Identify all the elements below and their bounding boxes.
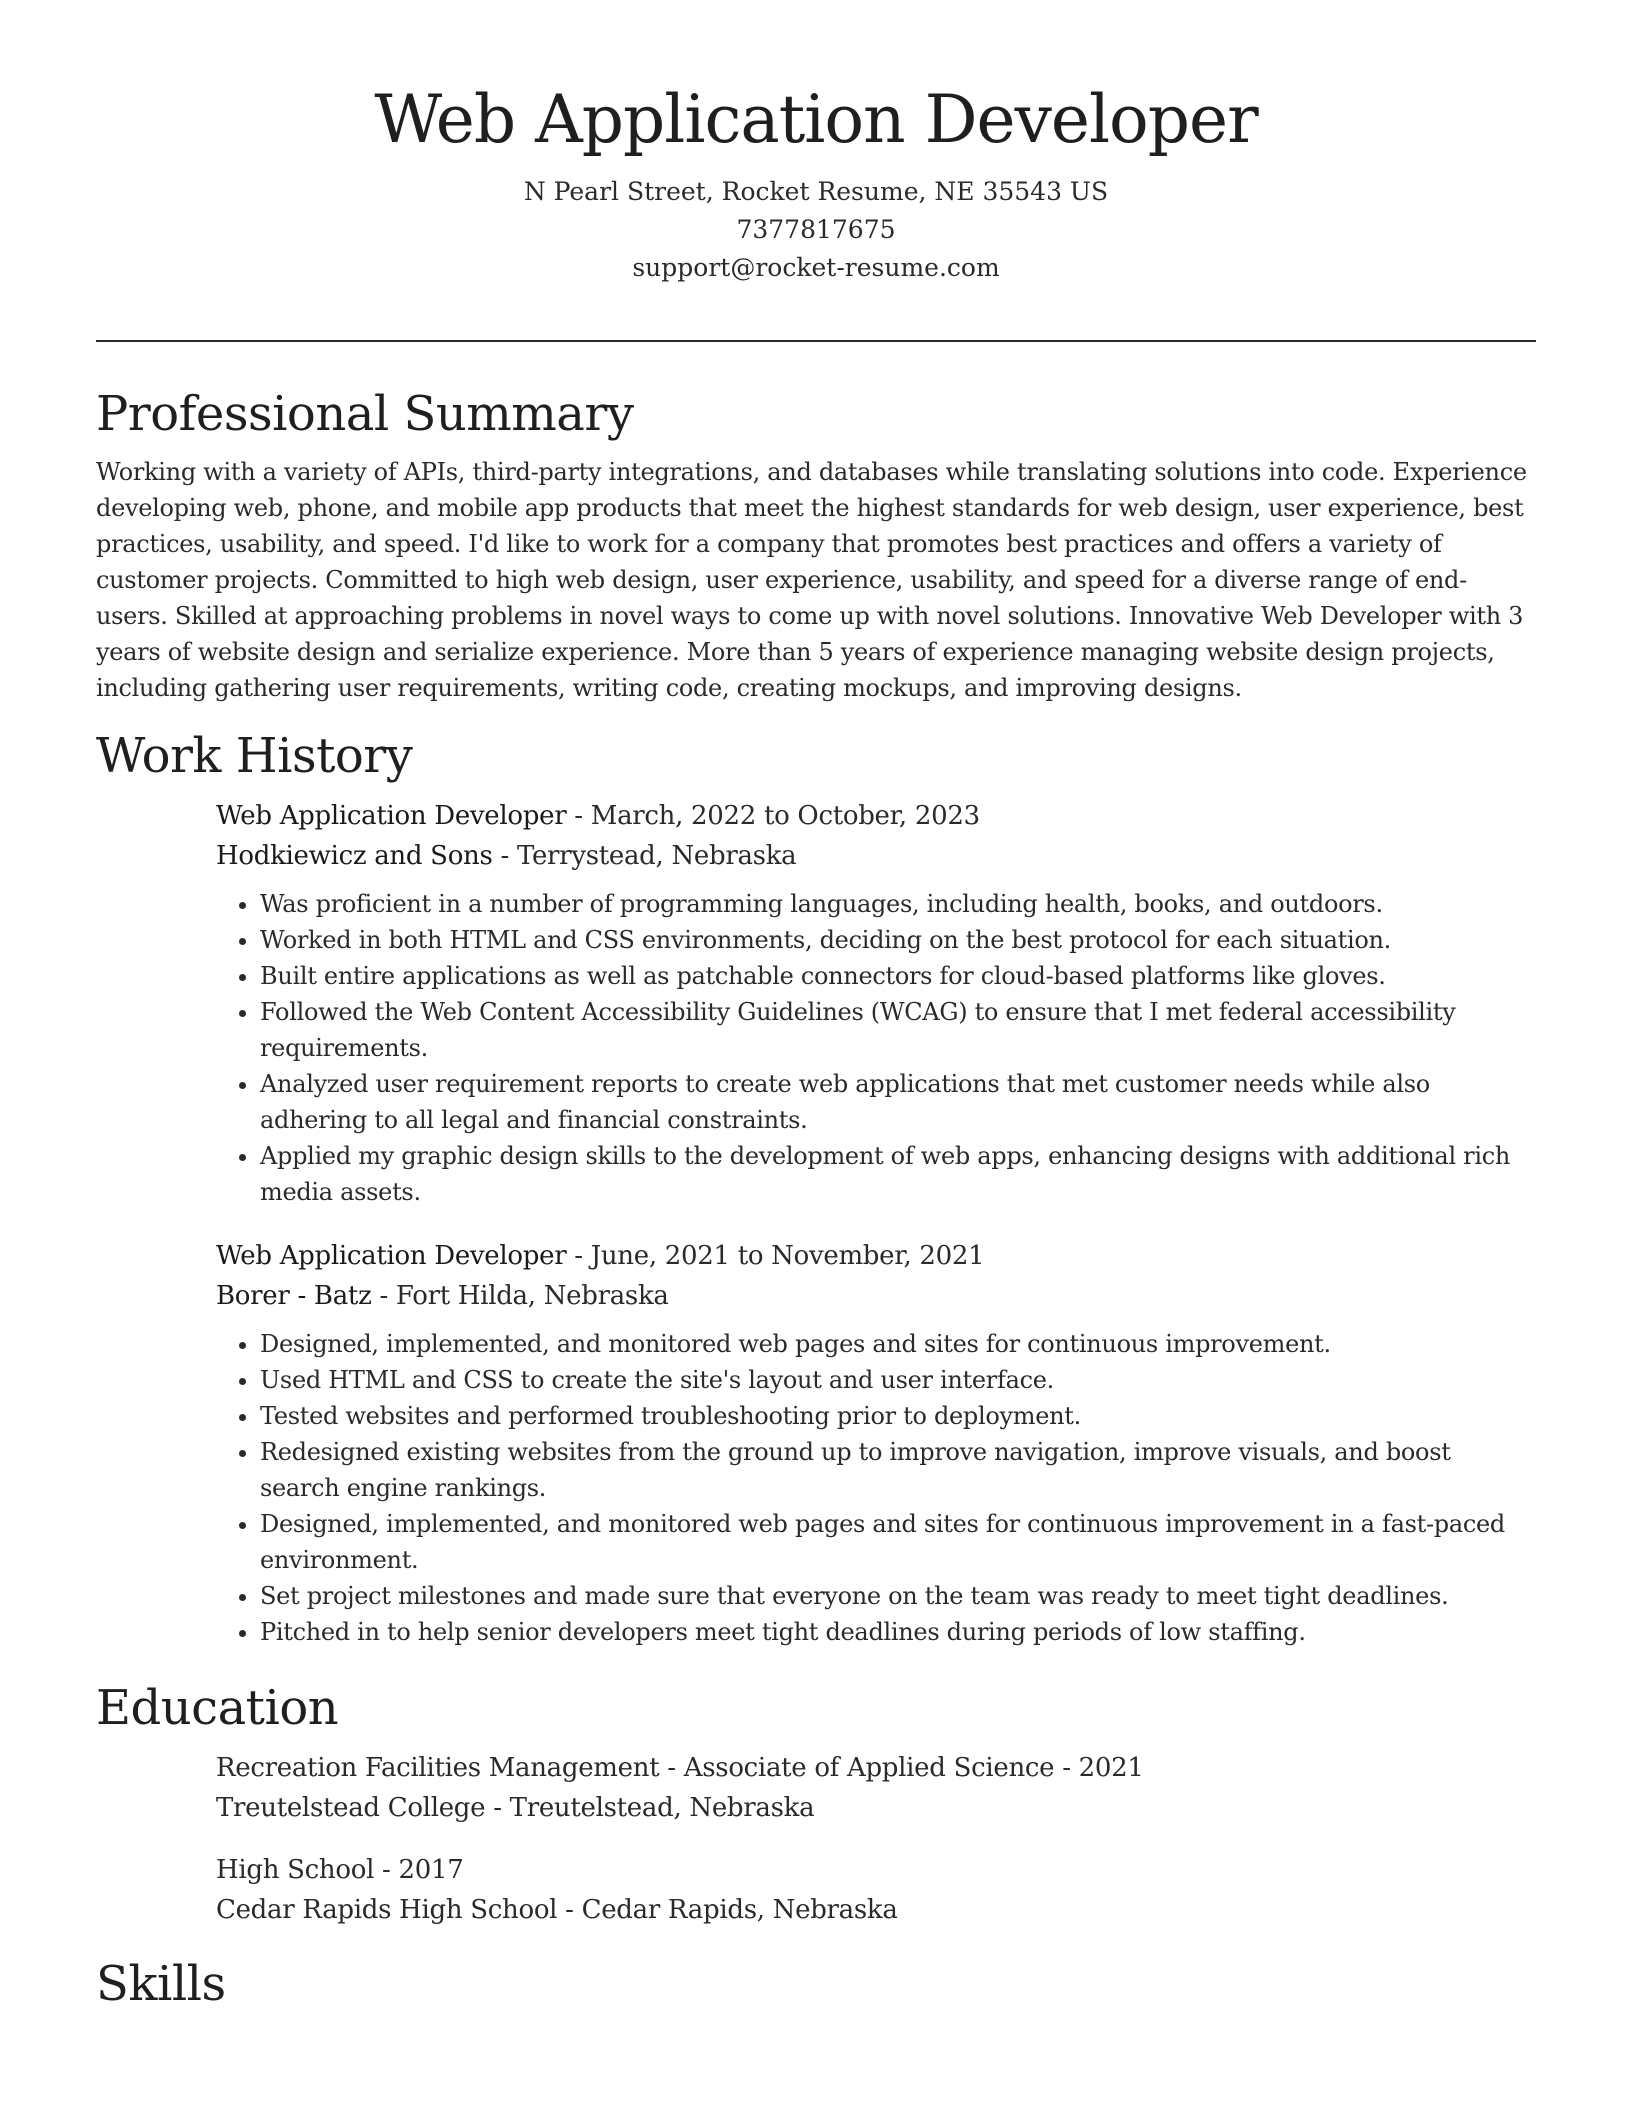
job-bullets (216, 886, 1536, 1210)
job-bullet: • Worked in both HTML and CSS environments, deciding on the best protocol for each situation. (260, 922, 1536, 958)
education-location: - Cedar Rapids, Nebraska (557, 1895, 898, 1925)
education-entry (216, 1850, 1536, 1930)
resume-body (96, 382, 1536, 2016)
job-bullet: • Followed the Web Content Accessibility Guidelines (WCAG) to ensure that I met federal accessibility requirements. (260, 994, 1536, 1066)
section-title-work-history: Work History (96, 728, 413, 784)
education-entry (216, 1748, 1536, 1828)
job-bullet: • Pitched in to help senior developers meet tight deadlines during periods of low staffing. (260, 1614, 1536, 1650)
job-bullet: • Redesigned existing websites from the ground up to improve navigation, improve visuals, and boost search engine rankings. (260, 1434, 1536, 1506)
education-school-line (216, 1890, 1536, 1930)
section-title-education: Education (96, 1680, 339, 1736)
job-title-line (216, 1236, 1536, 1276)
contact-block (0, 173, 1632, 287)
education-degree: Recreation Facilities Management - Associate of Applied Science (216, 1753, 1055, 1783)
contact-address: N Pearl Street, Rocket Resume, NE 35543 US (523, 176, 1109, 206)
job-bullet: • Applied my graphic design skills to the development of web apps, enhancing designs with additional rich media assets. (260, 1138, 1536, 1210)
job-bullet: • Built entire applications as well as patchable connectors for cloud-based platforms like gloves. (260, 958, 1536, 994)
job-role: Web Application Developer (216, 801, 567, 831)
job-bullet: • Designed, implemented, and monitored web pages and sites for continuous improvement. (260, 1326, 1536, 1362)
job-location: - Fort Hilda, Nebraska (371, 1281, 669, 1311)
education-location: - Treutelstead, Nebraska (485, 1793, 815, 1823)
job-bullet: • Used HTML and CSS to create the site's layout and user interface. (260, 1362, 1536, 1398)
job-entry (216, 1236, 1536, 1650)
education-school: Cedar Rapids High School (216, 1895, 558, 1925)
job-company: Borer - Batz (216, 1281, 372, 1311)
job-entry (216, 796, 1536, 1210)
job-location: - Terrystead, Nebraska (492, 841, 797, 871)
resume-header (0, 0, 1632, 287)
job-dates: - June, 2021 to November, 2021 (566, 1241, 985, 1271)
job-bullet: • Designed, implemented, and monitored web pages and sites for continuous improvement in a fast-paced environment. (260, 1506, 1536, 1578)
contact-phone: 7377817675 (736, 214, 896, 244)
header-divider (96, 340, 1536, 342)
education-degree-line (216, 1748, 1536, 1788)
job-title-line (216, 796, 1536, 836)
job-company-line (216, 1276, 1536, 1316)
job-bullet: • Analyzed user requirement reports to create web applications that met customer needs while also adhering to all legal and financial constraints. (260, 1066, 1536, 1138)
job-role: Web Application Developer (216, 1241, 567, 1271)
education-school-line (216, 1788, 1536, 1828)
job-company-line (216, 836, 1536, 876)
job-company: Hodkiewicz and Sons (216, 841, 493, 871)
job-dates: - March, 2022 to October, 2023 (566, 801, 980, 831)
contact-email: support@rocket-resume.com (632, 252, 1000, 282)
resume-name: Web Application Developer (374, 81, 1258, 158)
section-title-summary: Professional Summary (96, 386, 634, 442)
job-bullet: • Set project milestones and made sure that everyone on the team was ready to meet tight deadlines. (260, 1578, 1536, 1614)
section-title-skills: Skills (96, 1956, 226, 2012)
job-bullet: • Tested websites and performed troubleshooting prior to deployment. (260, 1398, 1536, 1434)
summary-text: Working with a variety of APIs, third-party integrations, and databases while translating solutions into code. Experience developing web, phone, and mobile app products that meet the highest standards for web design, user experience, best practices, usability, and speed. I'd like to work for a company that promotes best practices and offers a variety of customer projects. Committed to high web design, user experience, usability, and speed for a diverse range of end-users. Skilled at approaching problems in novel ways to come up with novel solutions. Innovative Web Developer with 3 years of website design and serialize experience. More than 5 years of experience managing website design projects, including gathering user requirements, writing code, creating mockups, and improving designs. (96, 458, 1527, 702)
education-degree-line (216, 1850, 1536, 1890)
education-year: - 2017 (374, 1855, 464, 1885)
education-year: - 2021 (1054, 1753, 1144, 1783)
job-bullets (216, 1326, 1536, 1650)
education-school: Treutelstead College (216, 1793, 486, 1823)
education-degree: High School (216, 1855, 375, 1885)
job-bullet: • Was proficient in a number of programming languages, including health, books, and outdoors. (260, 886, 1536, 922)
